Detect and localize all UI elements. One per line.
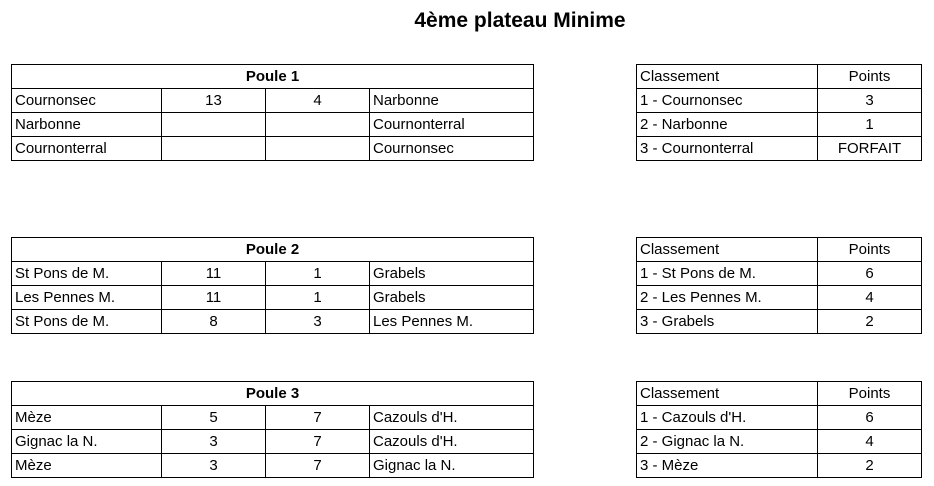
ranking-header-rank: Classement	[637, 382, 818, 406]
match-row	[12, 113, 534, 137]
score-b-cell: 7	[266, 406, 370, 430]
ranking-header-points: Points	[818, 65, 922, 89]
poule-header-row	[12, 65, 534, 89]
match-row	[12, 137, 534, 161]
score-a-cell: 8	[162, 310, 266, 334]
ranking-row	[637, 89, 922, 113]
match-row	[12, 454, 534, 478]
match-row	[12, 286, 534, 310]
match-row	[12, 310, 534, 334]
score-a-cell: 3	[162, 454, 266, 478]
poule-1-match-table	[11, 64, 534, 161]
score-b-cell: 1	[266, 262, 370, 286]
team-b-cell: Grabels	[370, 262, 534, 286]
team-a-cell: Cournonsec	[12, 89, 162, 113]
score-b-cell: 7	[266, 454, 370, 478]
poule-2-match-table	[11, 237, 534, 334]
ranking-header-row	[637, 238, 922, 262]
team-a-cell: Narbonne	[12, 113, 162, 137]
score-b-cell: 1	[266, 286, 370, 310]
score-a-cell	[162, 113, 266, 137]
ranking-points-cell: 6	[818, 262, 922, 286]
score-a-cell	[162, 137, 266, 161]
ranking-header-row	[637, 382, 922, 406]
team-a-cell: St Pons de M.	[12, 310, 162, 334]
score-a-cell: 3	[162, 430, 266, 454]
poule-2-ranking-table	[636, 237, 922, 334]
match-row	[12, 89, 534, 113]
poule-header-row	[12, 382, 534, 406]
score-b-cell: 7	[266, 430, 370, 454]
team-b-cell: Cazouls d'H.	[370, 406, 534, 430]
poule-title: Poule 1	[12, 65, 534, 89]
ranking-row	[637, 113, 922, 137]
team-a-cell: Gignac la N.	[12, 430, 162, 454]
team-a-cell: Les Pennes M.	[12, 286, 162, 310]
page-title: 4ème plateau Minime	[414, 9, 626, 32]
ranking-team-cell: 3 - Mèze	[637, 454, 818, 478]
match-row	[12, 406, 534, 430]
ranking-team-cell: 1 - Cazouls d'H.	[637, 406, 818, 430]
ranking-header-row	[637, 65, 922, 89]
ranking-points-cell: 3	[818, 89, 922, 113]
ranking-header-rank: Classement	[637, 65, 818, 89]
ranking-points-cell: 4	[818, 430, 922, 454]
score-a-cell: 5	[162, 406, 266, 430]
score-a-cell: 11	[162, 286, 266, 310]
ranking-row	[637, 430, 922, 454]
ranking-team-cell: 1 - St Pons de M.	[637, 262, 818, 286]
ranking-team-cell: 3 - Cournonterral	[637, 137, 818, 161]
score-b-cell: 3	[266, 310, 370, 334]
team-b-cell: Cazouls d'H.	[370, 430, 534, 454]
poule-1-ranking-table	[636, 64, 922, 161]
team-b-cell: Cournonterral	[370, 113, 534, 137]
team-b-cell: Narbonne	[370, 89, 534, 113]
team-a-cell: Mèze	[12, 454, 162, 478]
ranking-team-cell: 2 - Gignac la N.	[637, 430, 818, 454]
ranking-team-cell: 2 - Narbonne	[637, 113, 818, 137]
ranking-row	[637, 454, 922, 478]
ranking-header-points: Points	[818, 238, 922, 262]
team-b-cell: Cournonsec	[370, 137, 534, 161]
ranking-points-cell: 4	[818, 286, 922, 310]
ranking-row	[637, 262, 922, 286]
team-a-cell: St Pons de M.	[12, 262, 162, 286]
poule-title: Poule 3	[12, 382, 534, 406]
score-a-cell: 11	[162, 262, 266, 286]
ranking-points-cell: FORFAIT	[818, 137, 922, 161]
score-a-cell: 13	[162, 89, 266, 113]
poule-title: Poule 2	[12, 238, 534, 262]
poule-header-row	[12, 238, 534, 262]
poule-3-ranking-table	[636, 381, 922, 478]
ranking-team-cell: 3 - Grabels	[637, 310, 818, 334]
score-b-cell: 4	[266, 89, 370, 113]
team-b-cell: Gignac la N.	[370, 454, 534, 478]
ranking-row	[637, 286, 922, 310]
team-b-cell: Les Pennes M.	[370, 310, 534, 334]
ranking-row	[637, 406, 922, 430]
match-row	[12, 262, 534, 286]
score-b-cell	[266, 137, 370, 161]
ranking-points-cell: 1	[818, 113, 922, 137]
match-row	[12, 430, 534, 454]
score-b-cell	[266, 113, 370, 137]
ranking-header-points: Points	[818, 382, 922, 406]
ranking-team-cell: 1 - Cournonsec	[637, 89, 818, 113]
ranking-header-rank: Classement	[637, 238, 818, 262]
ranking-row	[637, 310, 922, 334]
team-b-cell: Grabels	[370, 286, 534, 310]
ranking-team-cell: 2 - Les Pennes M.	[637, 286, 818, 310]
ranking-points-cell: 6	[818, 406, 922, 430]
ranking-points-cell: 2	[818, 310, 922, 334]
team-a-cell: Mèze	[12, 406, 162, 430]
ranking-points-cell: 2	[818, 454, 922, 478]
team-a-cell: Cournonterral	[12, 137, 162, 161]
ranking-row	[637, 137, 922, 161]
poule-3-match-table	[11, 381, 534, 478]
